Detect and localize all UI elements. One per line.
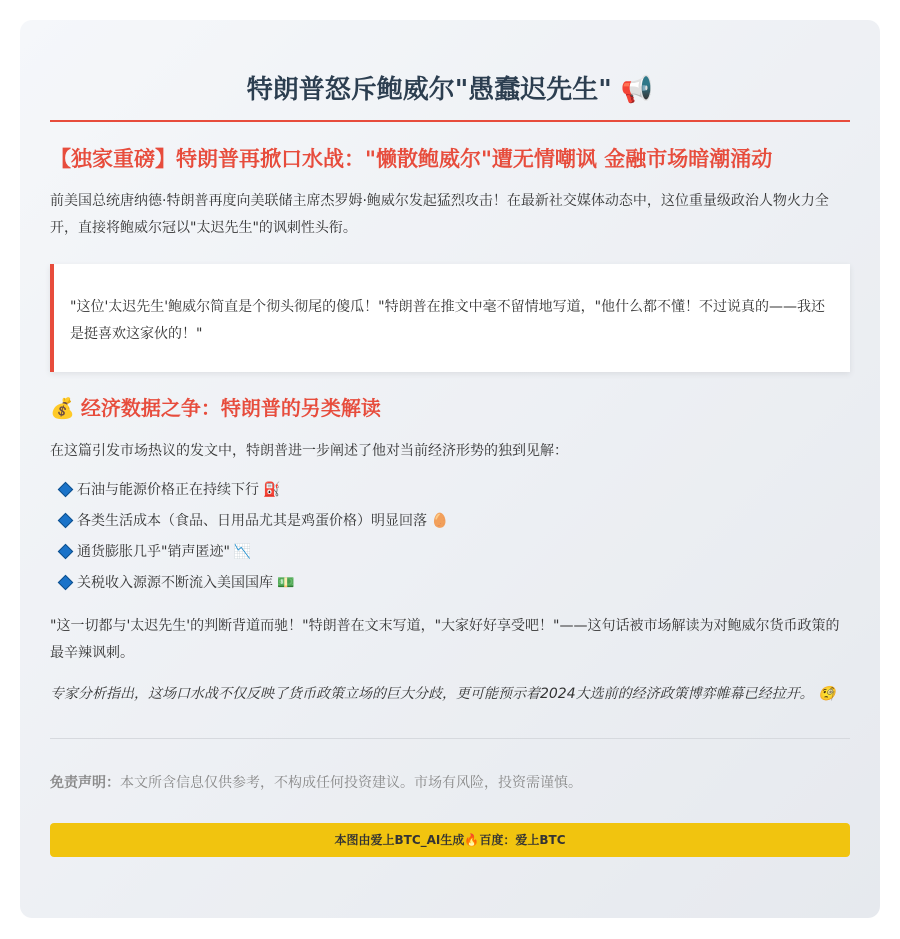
monocle-face-icon: 🧐: [818, 686, 836, 702]
points-list: [50, 475, 850, 599]
footer-banner: [50, 823, 850, 857]
point-text: 石油与能源价格正在持续下行: [77, 482, 259, 498]
list-item: [58, 506, 850, 537]
section-heading: [50, 392, 850, 424]
point-text: 通货膨胀几乎"销声匿迹": [77, 544, 230, 560]
megaphone-icon: 📢: [620, 75, 654, 105]
footer-baidu: 百度：爱上BTC: [479, 833, 566, 847]
bullet-diamond-icon: [58, 513, 74, 529]
title-text: 特朗普怒斥鲍威尔"愚蠢迟先生": [246, 75, 612, 105]
money-icon: 💵: [277, 575, 295, 591]
headline: 【独家重磅】特朗普再掀口水战："懒散鲍威尔"遭无情嘲讽 金融市场暗潮涌动: [50, 147, 773, 171]
list-item: [58, 537, 850, 568]
footer-source: 本图由爱上BTC_AI生成: [334, 833, 465, 847]
disclaimer: [50, 771, 850, 795]
bullet-diamond-icon: [58, 482, 74, 498]
money-bag-icon: 💰: [50, 396, 75, 420]
quote-block: "这位'太迟先生'鲍威尔简直是个彻头彻尾的傻瓜！"特朗普在推文中毫不留情地写道，"他什么都不懂！不过说真的——我还是挺喜欢这家伙的！": [50, 264, 850, 372]
section-intro: 在这篇引发市场热议的发文中，特朗普进一步阐述了他对当前经济形势的独到见解：: [50, 443, 568, 459]
list-item: [58, 475, 850, 506]
section-divider: [50, 738, 850, 739]
bullet-diamond-icon: [58, 575, 74, 591]
analysis-text: 专家分析指出，这场口水战不仅反映了货币政策立场的巨大分歧，更可能预示着2024大选前的经济政策博弈帷幕已经拉开。: [50, 686, 814, 702]
closing-paragraph: "这一切都与'太迟先生'的判断背道而驰！"特朗普在文末写道，"大家好好享受吧！"——这句话被市场解读为对鲍威尔货币政策的最辛辣讽刺。: [50, 618, 840, 661]
fuel-pump-icon: ⛽: [263, 482, 281, 498]
bullet-diamond-icon: [58, 544, 74, 560]
analysis-paragraph: [50, 681, 850, 708]
egg-icon: 🥚: [431, 513, 449, 529]
title-divider: [50, 120, 850, 122]
disclaimer-label: 免责声明：: [50, 775, 120, 791]
article-card: [20, 20, 880, 918]
intro-paragraph: 前美国总统唐纳德·特朗普再度向美联储主席杰罗姆·鲍威尔发起猛烈攻击！在最新社交媒体动态中，这位重量级政治人物火力全开，直接将鲍威尔冠以"太迟先生"的讽刺性头衔。: [50, 193, 829, 236]
list-item: [58, 568, 850, 599]
point-text: 关税收入源源不断流入美国国库: [77, 575, 273, 591]
chart-decreasing-icon: 📉: [233, 544, 252, 560]
page-title: [50, 20, 850, 120]
point-text: 各类生活成本（食品、日用品尤其是鸡蛋价格）明显回落: [77, 513, 427, 529]
disclaimer-text: 本文所含信息仅供参考，不构成任何投资建议。市场有风险，投资需谨慎。: [120, 775, 582, 791]
fire-icon: 🔥: [464, 833, 480, 847]
section-title: 经济数据之争：特朗普的另类解读: [80, 396, 381, 420]
